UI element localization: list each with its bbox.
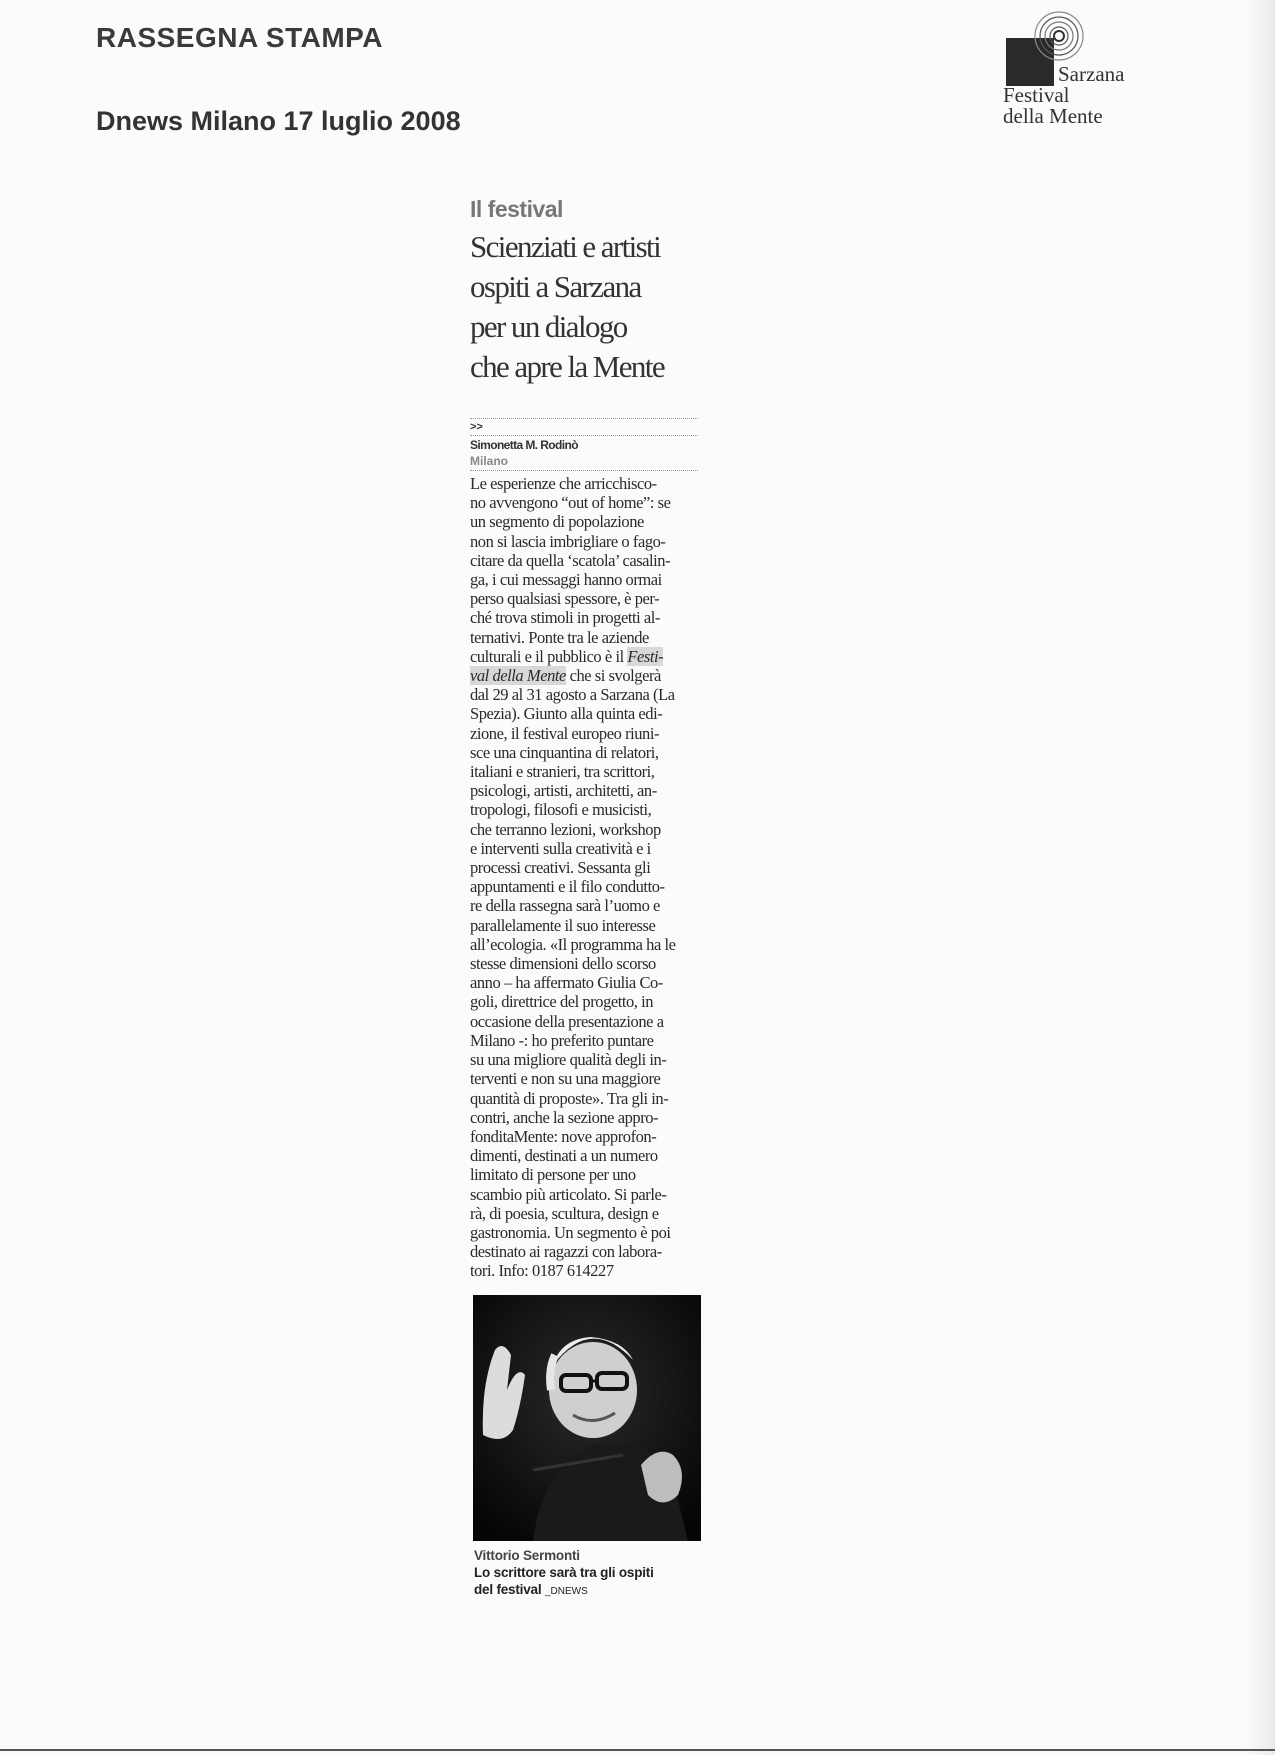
scan-bottom-border bbox=[0, 1749, 1275, 1751]
body-line-text: culturali e il pubblico è il bbox=[470, 646, 628, 666]
divider bbox=[470, 435, 698, 436]
divider bbox=[470, 470, 698, 471]
body-line: stesse dimensioni dello scorso bbox=[470, 954, 656, 974]
dateline-city: Milano bbox=[470, 454, 508, 468]
body-line: ché trova stimoli in progetti al- bbox=[470, 608, 660, 628]
portrait-photo bbox=[473, 1295, 701, 1541]
body-line: rà, di poesia, scultura, design e bbox=[470, 1203, 659, 1223]
body-line: all’ecologia. «Il programma ha le bbox=[470, 934, 676, 954]
body-line: scambio più articolato. Si parle- bbox=[470, 1184, 667, 1204]
page-title: RASSEGNA STAMPA bbox=[96, 22, 383, 53]
source-date-subtitle: Dnews Milano 17 luglio 2008 bbox=[96, 106, 461, 136]
body-line: dimenti, destinati a un numero bbox=[470, 1146, 658, 1166]
body-line: parallelamente il suo interesse bbox=[470, 915, 656, 935]
headline-line: Scienziati e artisti bbox=[470, 229, 661, 264]
body-line: no avvengono “out of home”: se bbox=[470, 493, 671, 513]
body-line: appuntamenti e il filo condutto- bbox=[470, 877, 665, 897]
body-line: dal 29 al 31 agosto a Sarzana (La bbox=[470, 685, 675, 705]
body-line: non si lascia imbrigliare o fago- bbox=[470, 531, 666, 551]
body-line: gastronomia. Un segmento è poi bbox=[470, 1222, 671, 1242]
body-line: fonditaMente: nove approfon- bbox=[470, 1126, 657, 1146]
body-line: ternativi. Ponte tra le aziende bbox=[470, 627, 649, 647]
caption-credit: _DNEWS bbox=[544, 1586, 588, 1597]
body-line: italiani e stranieri, tra scrittori, bbox=[470, 762, 655, 782]
body-line: tori. Info: 0187 614227 bbox=[470, 1261, 614, 1281]
author-name: Simonetta M. Rodinò bbox=[470, 438, 578, 452]
body-line: quantità di proposte». Tra gli in- bbox=[470, 1088, 669, 1108]
body-line: contri, anche la sezione appro- bbox=[470, 1107, 659, 1127]
body-line: Milano -: ho preferito puntare bbox=[470, 1030, 654, 1050]
festival-name-highlight: Festi- bbox=[627, 646, 664, 666]
festival-name-highlight: val della Mente bbox=[470, 666, 566, 686]
body-line: e interventi sulla creatività e i bbox=[470, 838, 651, 858]
body-line: ga, i cui messaggi hanno ormai bbox=[470, 570, 662, 590]
scan-edge-shadow bbox=[1245, 0, 1275, 1755]
caption-person-name: Vittorio Sermonti bbox=[474, 1548, 580, 1563]
body-line bbox=[470, 647, 702, 666]
body-line: processi creativi. Sessanta gli bbox=[470, 858, 651, 878]
body-line: re della rassegna sarà l’uomo e bbox=[470, 896, 660, 916]
caption-line: Lo scrittore sarà tra gli ospiti bbox=[474, 1565, 654, 1580]
logo-line-festival: Festival bbox=[1003, 83, 1070, 107]
body-line: destinato ai ragazzi con labora- bbox=[470, 1242, 662, 1262]
body-line: anno – ha affermato Giulia Co- bbox=[470, 973, 663, 993]
caption-text: del festival bbox=[474, 1582, 542, 1597]
swirl-logo-icon bbox=[1023, 8, 1093, 68]
photo-caption bbox=[474, 1547, 704, 1600]
logo-line-della-mente: della Mente bbox=[1003, 104, 1103, 128]
caption-line bbox=[474, 1581, 704, 1600]
body-line: occasione della presentazione a bbox=[470, 1011, 664, 1031]
body-line bbox=[470, 666, 702, 685]
body-line-text: che si svolgerà bbox=[565, 666, 661, 686]
body-line: limitato di persone per uno bbox=[470, 1165, 636, 1185]
newspaper-article bbox=[470, 196, 700, 1281]
article-headline bbox=[470, 227, 700, 387]
byline-arrows: >> bbox=[470, 421, 483, 433]
headline-line: per un dialogo bbox=[470, 309, 627, 344]
body-line: tropologi, filosofi e musicisti, bbox=[470, 800, 652, 820]
body-line: Le esperienze che arricchisco- bbox=[470, 474, 657, 493]
body-line: citare da quella ‘scatola’ casalin- bbox=[470, 550, 671, 570]
body-line: zione, il festival europeo riuni- bbox=[470, 723, 660, 743]
byline bbox=[470, 418, 698, 471]
body-line: perso qualsiasi spessore, è per- bbox=[470, 589, 660, 609]
logo-wordmark bbox=[1003, 64, 1124, 127]
headline-line: ospiti a Sarzana bbox=[470, 269, 641, 304]
logo-line-sarzana: Sarzana bbox=[1058, 62, 1125, 86]
body-line: goli, direttrice del progetto, in bbox=[470, 992, 654, 1012]
body-line: sce una cinquantina di relatori, bbox=[470, 742, 659, 762]
body-line: terventi e non su una maggiore bbox=[470, 1069, 661, 1089]
body-line: psicologi, artisti, architetti, an- bbox=[470, 781, 657, 801]
press-header bbox=[96, 22, 383, 54]
article-kicker: Il festival bbox=[470, 196, 563, 222]
body-line: su una migliore qualità degli in- bbox=[470, 1050, 667, 1070]
body-line: che terranno lezioni, workshop bbox=[470, 819, 661, 839]
festival-logo bbox=[1003, 8, 1163, 138]
portrait-photo-illustration bbox=[473, 1295, 701, 1541]
body-line: un segmento di popolazione bbox=[470, 512, 644, 532]
headline-line: che apre la Mente bbox=[470, 349, 664, 384]
article-body bbox=[470, 474, 702, 1281]
body-line: Spezia). Giunto alla quinta edi- bbox=[470, 704, 663, 724]
